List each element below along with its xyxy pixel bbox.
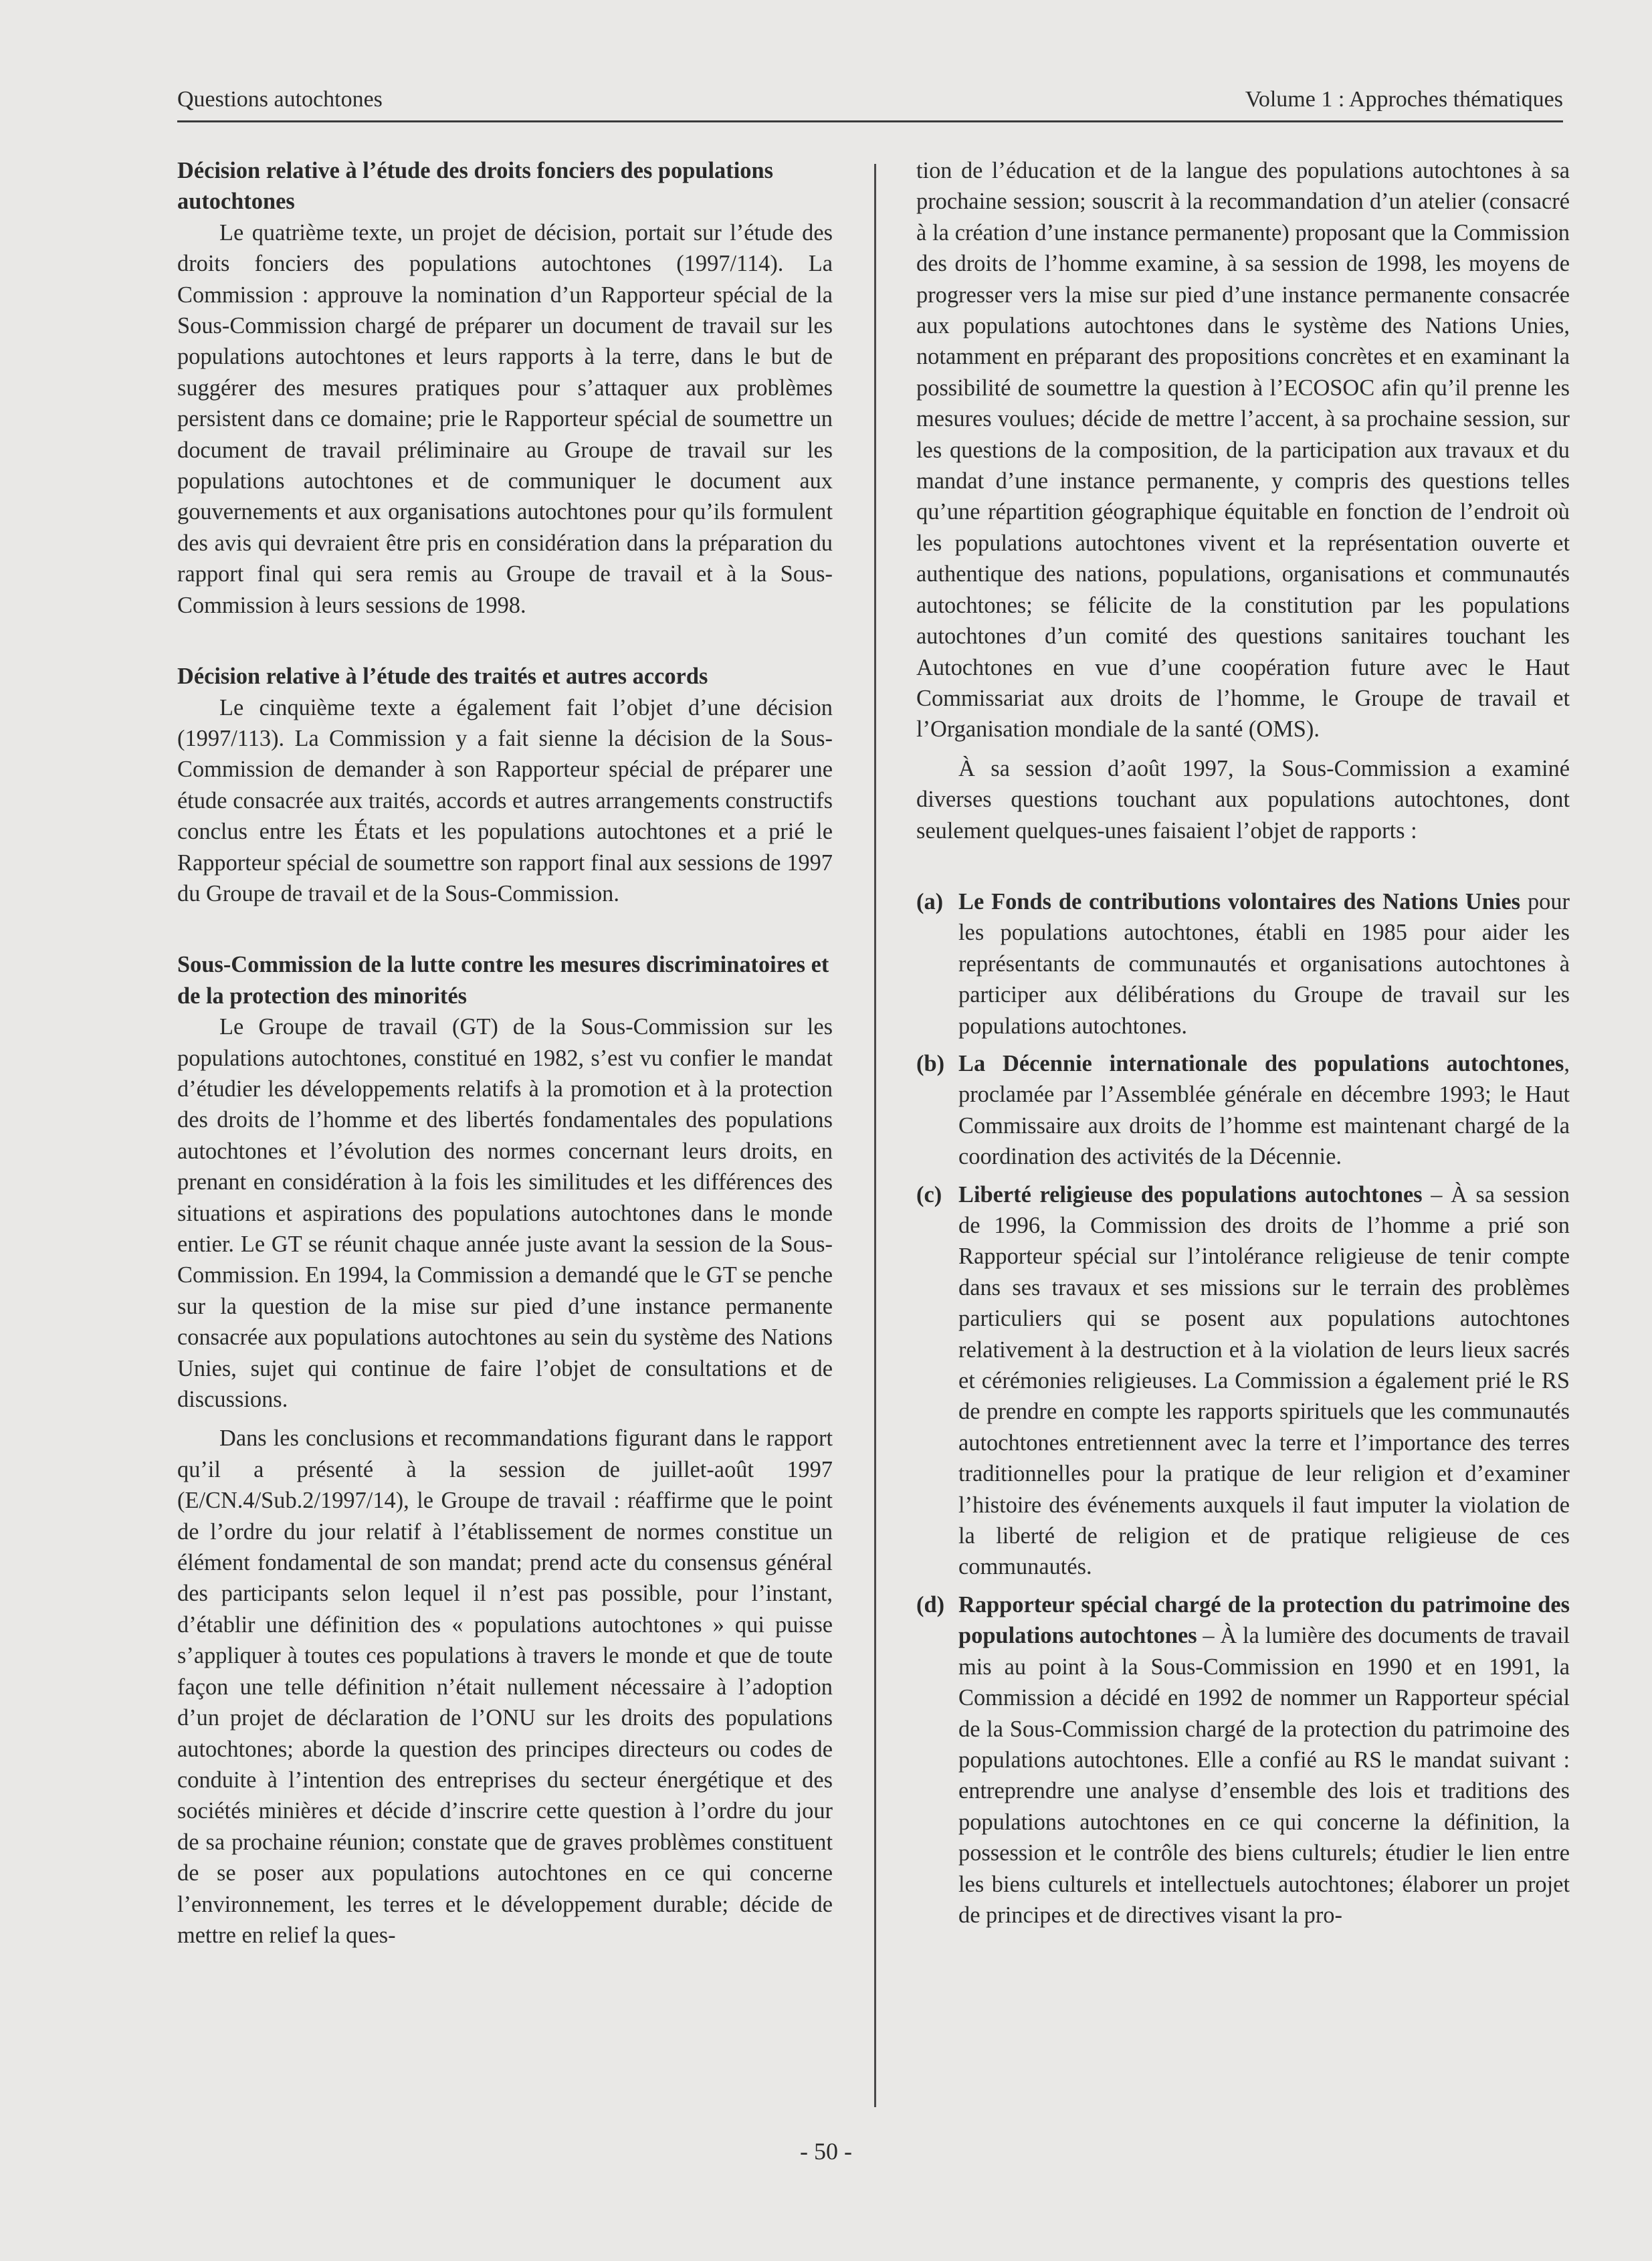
section-heading-subcommission: Sous-Commission de la lutte contre les mesures discriminatoires et de la protection des minorités	[177, 952, 829, 1009]
list-item-label: (d)	[916, 1591, 945, 1617]
running-header	[177, 80, 1563, 122]
list-item-title: La Décennie internationale des populations autochtones	[958, 1050, 1564, 1076]
paragraph: tion de l’éducation et de la langue des populations autochtones à sa prochaine session; souscrit à la recommandation d’un atelier (consacré à la création d’une instance permanente) proposant que la Commission des droits de l’homme examine, à sa session de 1998, les moyens de progresser vers la mise sur pied d’une instance permanente consacrée aux populations autochtones dans le système des Nations Unies, notamment en préparant des propositions concrètes et en examinant la possibilité de soumettre la question à l’ECOSOC afin qu’il prenne les mesures voulues; décide de mettre l’accent, à sa prochaine session, sur les questions de la composition, de la participation aux travaux et du mandat d’une instance permanente, y compris des questions telles qu’une répartition géographique équitable en fonction de l’endroit où les populations autochtones vivent et la représentation ouverte et authentique des nations, populations, organisations et communautés autochtones; se félicite de la constitution par les populations autochtones d’un comité des questions sanitaires touchant les Autochtones en vue d’une coopération future avec le Haut Commissariat aux droits de l’homme, le Groupe de travail et l’Organisation mondiale de la santé (OMS).	[916, 158, 1570, 743]
list-item-title: Le Fonds de contributions volontaires des Nations Unies	[958, 888, 1521, 914]
right-column	[916, 155, 1570, 1937]
list-item	[916, 1048, 1570, 1173]
list-item	[916, 1179, 1570, 1583]
section-heading-treaties: Décision relative à l’étude des traités et autres accords	[177, 664, 708, 690]
list-item	[916, 886, 1570, 1042]
paragraph: À sa session d’août 1997, la Sous-Commission a examiné diverses questions touchant aux populations autochtones, dont seulement quelques-unes faisaient l’objet de rapports :	[916, 755, 1570, 844]
list-item-title: Rapporteur spécial chargé de la protection du patrimoine des populations autochtones	[958, 1591, 1570, 1649]
paragraph: Le quatrième texte, un projet de décision, portait sur l’étude des droits fonciers des populations autochtones (1997/114). La Commission : approuve la nomination d’un Rapporteur spécial de la Sous-Commission chargé de préparer un document de travail sur les populations autochtones et leurs rapports à la terre, dans le but de suggérer des mesures pratiques pour s’attaquer aux problèmes persistent dans ce domaine; prie le Rapporteur spécial de soumettre un document de travail préliminaire au Groupe de travail sur les populations autochtones et de communiquer le document aux gouvernements et aux organisations autochtones pour qu’ils formulent des avis qui devraient être pris en considération dans la préparation du rapport final qui sera remis au Groupe de travail et à la Sous-Commission à leurs sessions de 1998.	[177, 219, 833, 618]
page-number: - 50 -	[800, 2138, 852, 2165]
list-item-text: – À la lumière des documents de travail mis au point à la Sous-Commission en 1990 et en 1991, la Commission a décidé en 1992 de nommer un Rapporteur spécial de la Sous-Commission chargé de la protection du patrimoine des populations autochtones. Elle a confié au RS le mandat suivant : entreprendre une analyse d’ensemble des lois et traditions des populations autochtones en ce qui concerne la définition, la possession et le contrôle des biens culturels; étudier le lien entre les biens culturels et intellectuels autochtones; élaborer un projet de principes et de directives visant la pro-	[958, 1623, 1570, 1928]
list-item-text: pour les populations autochtones, établi en 1985 pour aider les représentants de communautés et organisations autochtones à participer aux délibérations du Groupe de travail sur les populations autochtones.	[958, 888, 1570, 1039]
list-item-label: (a)	[916, 888, 944, 914]
list-item-label: (c)	[916, 1181, 942, 1207]
header-volume-title: Volume 1 : Approches thématiques	[1245, 87, 1563, 112]
paragraph: Dans les conclusions et recommandations figurant dans le rapport qu’il a présenté à la session de juillet-août 1997 (E/CN.4/Sub.2/1997/14), le Groupe de travail : réaffirme que le point de l’ordre du jour relatif à l’établissement de normes constitue un élément fondamental de son mandat; prend acte du consensus général des participants selon lequel il n’est pas possible, pour l’instant, d’établir une définition des « populations autochtones » qui puisse s’appliquer à toutes ces populations à travers le monde et que de toute façon une telle définition n’était nullement nécessaire à l’adoption d’un projet de déclaration de l’ONU sur les droits des populations autochtones; aborde la question des principes directeurs ou codes de conduite à l’intention des entreprises du secteur énergétique et des sociétés minières et décide d’inscrire cette question à l’ordre du jour de sa prochaine réunion; constate que de graves problèmes constituent de se poser aux populations autochtones en ce qui concerne l’environnement, les terres et le développement durable; décide de mettre en relief la ques-	[177, 1426, 833, 1948]
list-item-text: , proclamée par l’Assemblée générale en décembre 1993; le Haut Commissaire aux droits de l’homme est maintenant chargé de la coordination des activités de la Décennie.	[958, 1050, 1570, 1170]
header-series-title: Questions autochtones	[177, 87, 383, 112]
list-item-label: (b)	[916, 1050, 945, 1076]
paragraph: Le cinquième texte a également fait l’objet d’une décision (1997/113). La Commission y a fait sienne la décision de la Sous-Commission de demander à son Rapporteur spécial de préparer une étude consacrée aux traités, accords et autres arrangements constructifs conclus entre les États et les populations autochtones et a prié le Rapporteur spécial de soumettre son rapport final aux sessions de 1997 du Groupe de travail et de la Sous-Commission.	[177, 694, 833, 906]
list-item-text: – À sa session de 1996, la Commission des droits de l’homme a prié son Rapporteur spécial sur l’intolérance religieuse de tenir compte dans ses travaux et ses missions sur le terrain des problèmes particuliers qui se posent aux populations autochtones relativement à la destruction et à la violation de leurs lieux sacrés et cérémonies religieuses. La Commission a également prié le RS de prendre en compte les rapports spirituels que les communautés autochtones entretiennent avec la terre et l’importance des terres traditionnelles pour la pratique de leur religion et d’examiner l’histoire des événements auxquels il faut imputer la violation de la liberté de religion et de pratique religieuse de ces communautés.	[958, 1181, 1570, 1580]
section-heading-land-rights: Décision relative à l’étude des droits fonciers des populations autochtones	[177, 158, 773, 215]
paragraph: Le Groupe de travail (GT) de la Sous-Commission sur les populations autochtones, constitué en 1982, s’est vu confier le mandat d’étudier les développements relatifs à la promotion et à la protection des droits de l’homme et des libertés fondamentales des populations autochtones et l’évolution des normes concernant leurs droits, en prenant en considération à la fois les similitudes et les différences des situations et aspirations des populations autochtones dans le monde entier. Le GT se réunit chaque année juste avant la session de la Sous-Commission. En 1994, la Commission a demandé que le GT se penche sur la question de la mise sur pied d’une instance permanente consacrée aux populations autochtones au sein du système des Nations Unies, sujet qui continue de faire l’objet de consultations et de discussions.	[177, 1014, 833, 1413]
list-item	[916, 1589, 1570, 1931]
list-item-title: Liberté religieuse des populations autochtones	[958, 1181, 1423, 1207]
column-divider	[874, 164, 876, 2107]
left-column	[177, 155, 833, 1951]
